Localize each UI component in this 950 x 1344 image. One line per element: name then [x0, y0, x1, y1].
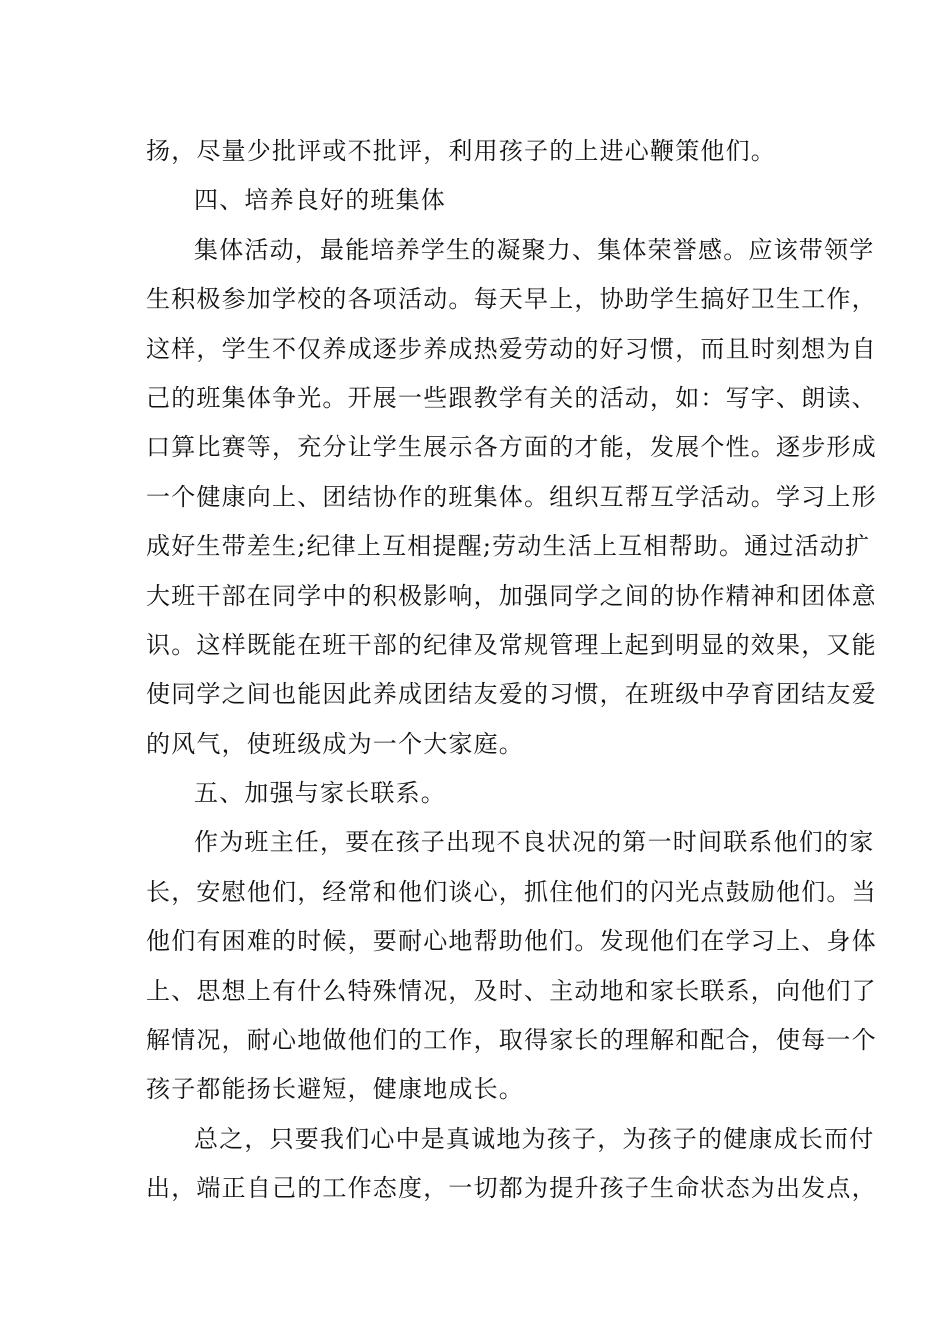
text-line: 的风气，使班级成为一个大家庭。	[146, 729, 524, 758]
text-line: 一个健康向上、团结协作的班集体。组织互帮互学活动。学习上形	[146, 482, 877, 511]
text-line: 扬，尽量少批评或不批评，利用孩子的上进心鞭策他们。	[146, 137, 776, 165]
section-heading-4: 四、培养良好的班集体	[194, 186, 446, 215]
text-line: 识。这样既能在班干部的纪律及常规管理上起到明显的效果，又能	[146, 630, 877, 659]
document-body	[146, 127, 877, 1214]
text-line: 出，端正自己的工作态度，一切都为提升孩子生命状态为出发点，	[146, 1174, 877, 1203]
text-line: 口算比赛等，充分让学生展示各方面的才能，发展个性。逐步形成	[146, 433, 877, 462]
text-line: 长，安慰他们，经常和他们谈心，抓住他们的闪光点鼓励他们。当	[146, 877, 877, 906]
text-line: 解情况，耐心地做他们的工作，取得家长的理解和配合，使每一个	[146, 1026, 877, 1055]
text-line: 他们有困难的时候，要耐心地帮助他们。发现他们在学习上、身体	[146, 927, 877, 956]
text-line: 使同学之间也能因此养成团结友爱的习惯，在班级中孕育团结友爱	[146, 680, 877, 709]
text-line: 上、思想上有什么特殊情况，及时、主动地和家长联系，向他们了	[146, 976, 877, 1005]
text-line: 成好生带差生;纪律上互相提醒;劳动生活上互相帮助。通过活动扩	[146, 532, 871, 561]
text-line: 这样，学生不仅养成逐步养成热爱劳动的好习惯，而且时刻想为自	[146, 334, 877, 363]
text-line: 作为班主任，要在孩子出现不良状况的第一时间联系他们的家	[194, 828, 875, 857]
text-line: 集体活动，最能培养学生的凝聚力、集体荣誉感。应该带领学	[194, 235, 875, 264]
section-heading-5: 五、加强与家长联系。	[194, 779, 446, 808]
text-line: 大班干部在同学中的积极影响，加强同学之间的协作精神和团体意	[146, 581, 877, 610]
text-line: 孩子都能扬长避短，健康地成长。	[146, 1075, 524, 1104]
text-line: 生积极参加学校的各项活动。每天早上，协助学生搞好卫生工作，	[146, 285, 877, 314]
text-line: 总之，只要我们心中是真诚地为孩子，为孩子的健康成长而付	[194, 1124, 875, 1153]
text-line: 己的班集体争光。开展一些跟教学有关的活动，如：写字、朗读、	[146, 383, 877, 412]
